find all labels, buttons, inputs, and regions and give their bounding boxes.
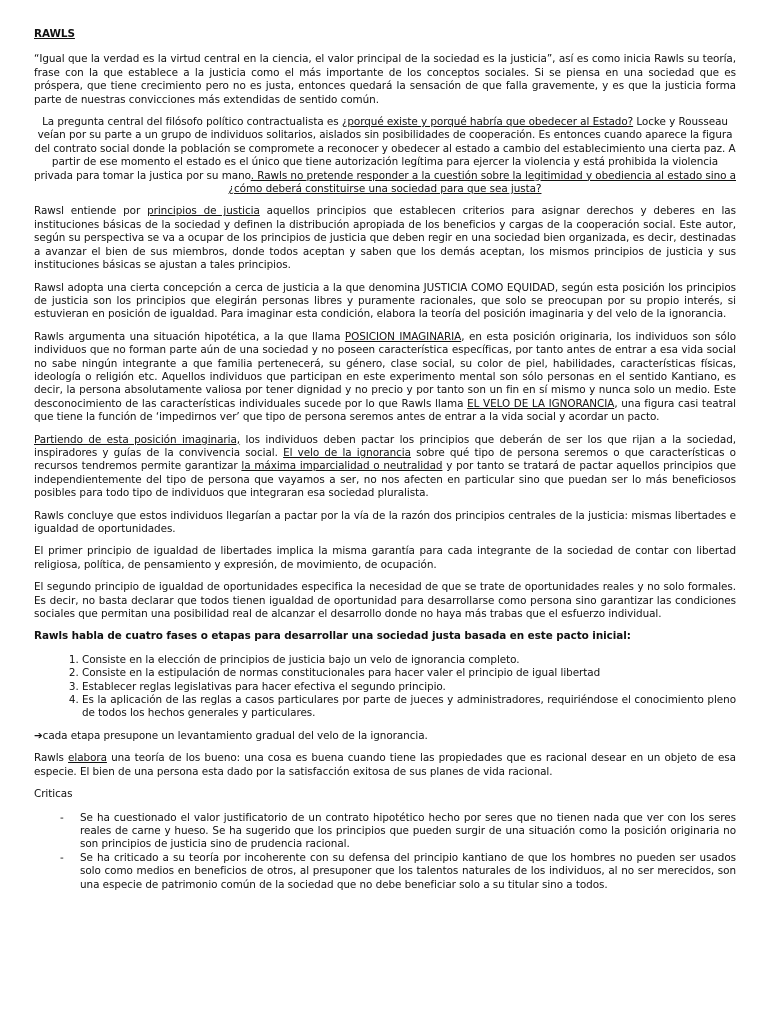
document-title: RAWLS [34, 28, 75, 40]
conclusion-paragraph: Rawls concluye que estos individuos llegarían a pactar por la vía de la razón dos principios centrales de la justicia: mismas libertades e igualdad de oportunidades. [34, 509, 736, 535]
veil-paragraph [34, 434, 736, 501]
underlined-term: EL VELO DE LA IGNORANCIA [467, 397, 615, 410]
phases-intro: Rawls habla de cuatro fases o etapas para desarrollar una sociedad justa basada en este pacto inicial: [34, 630, 631, 643]
list-item: - Se ha cuestionado el valor justificatorio de un contrato hipotético hecho por seres que no tienen nada que ver con los seres reales de carne y hueso. Se ha sugerido que los principios que pueden surgir de una situación como la posición originaria no son principios de justicia sino de prudencia racional. [80, 812, 736, 852]
text-run: Rawsl entiende por [34, 205, 148, 218]
underlined-term: principios de justicia [147, 205, 260, 218]
underlined-rawls-question: . Rawls no pretende responder a la cuestión sobre la legitimidad y obediencia al estado sino a ¿cómo deberá constituirse una sociedad para que sea justa? [228, 169, 736, 196]
criticas-list [34, 812, 736, 892]
underlined-term: la máxima imparcialidad o neutralidad [241, 460, 443, 473]
phases-list [34, 654, 736, 721]
central-question-paragraph [34, 116, 736, 196]
text-run: los individuos deben pactar los principios que deberán de ser los que rijan a la sociedad, inspiradores y guías de la convivencia social. [34, 433, 736, 459]
text-run: Locke y Rousseau veían por su parte a un grupo de individuos solitarios, aislados sin posibilidades de cooperación. Es entonces cuando aparece la figura del contrato social donde la población se compromete a reconocer y obedecer al estado a cambio del establecimiento una cierta paz. A partir de ese momento el estado es el único que tiene autorización legítima para ejercer la violencia y está prohibida la violencia privada para tomar la justica por su mano [34, 116, 736, 182]
text-run: Rawls [34, 752, 69, 765]
criticas-heading: Criticas [34, 788, 73, 801]
list-item: 2. Consiste en la estipulación de normas constitucionales para hacer valer el principio de igual libertad [82, 667, 736, 680]
equity-paragraph: Rawsl adopta una cierta concepción a cerca de justicia a la que denomina JUSTICIA COMO EQUIDAD, según esta posición los principios de justicia son los principios que elegirán personas libres y puramente racionales, que solo se preocupan por su propio interés, si estuvieran en posición de igualdad. Para imaginar esta condición, elabora la teoría del posición imaginaria y del velo de la ignorancia. [34, 281, 736, 321]
good-theory-paragraph [34, 752, 736, 779]
underlined-term: Partiendo de esta posición imaginaria, [34, 433, 241, 446]
principles-paragraph [34, 205, 736, 272]
list-item: 4. Es la aplicación de las reglas a casos particulares por parte de jueces y administradores, requiriéndose el conocimiento pleno de todos los hechos generales y particulares. [82, 694, 736, 721]
second-principle-paragraph: El segundo principio de igualdad de oportunidades especifica la necesidad de que se trate de oportunidades reales y no solo formales. Es decir, no basta declarar que todos tienen igualdad de oportunidad para desarrollarse como persona sino garantizar las condiciones sociales que permitan una posibilidad real de alcanzar el desarrollo donde no haya más trabas que el esfuerzo individual. [34, 581, 736, 621]
underlined-question: ¿porqué existe y porqué habría que obedecer al Estado? [341, 116, 634, 129]
underlined-term: El velo de la ignorancia [283, 446, 411, 459]
text-run: aquellos principios que establecen criterios para asignar derechos y deberes en las instituciones básicas de la sociedad y definen la distribución apropiada de los beneficios y cargas de la cooperación social. Este autor, según su perspectiva se va a ocupar de los principios de justicia que deben regir en una sociedad bien organizada, es decir, destinadas a avanzar el bien de sus miembros, donde todos aceptan y saben que los demás aceptan, los mismos principios de justicia y sus instituciones básicas se ajustan a tales principios. [34, 205, 736, 272]
intro-paragraph: “Igual que la verdad es la virtud central en la ciencia, el valor principal de la sociedad es la justicia”, así es como inicia Rawls su teoría, frase con la que establece a la justicia como el más importante de los conceptos sociales. Si se piensa en una sociedad que es próspera, que tiene crecimiento pero no es justa, entonces quedará la sensación de que falla gravemente, y es que la justicia forma parte de nuestras convicciones más extendidas de sentido común. [34, 53, 736, 106]
first-principle-paragraph: El primer principio de igualdad de libertades implica la misma garantía para cada integrante de la sociedad de contar con libertad religiosa, política, de pensamiento y expresión, de movimiento, de ocupación. [34, 545, 736, 571]
list-item: - Se ha criticado a su teoría por incoherente con su defensa del principio kantiano de que los hombres no pueden ser usados solo como medios en beneficios de otros, al presuponer que los talentos naturales de los individuos, al no ser merecidos, son una especie de patrimonio común de la sociedad que no debe beneficiar solo a su titular sino a todos. [80, 852, 736, 892]
imaginary-position-paragraph [34, 331, 736, 425]
text-run: cada etapa presupone un levantamiento gradual del velo de la ignorancia. [42, 729, 428, 742]
veil-lifting-paragraph [34, 730, 736, 743]
text-run: una teoría de los bueno: una cosa es buena cuando tiene las propiedades que es racional desear en un objeto de esa especie. El bien de una persona esta dado por la satisfacción exitosa de sus planes de vida racional. [34, 752, 736, 778]
text-run: y por tanto se tratará de pactar aquellos principios que independientemente del tipo de persona que vayamos a ser, no nos afecten en particular sino que puedan ser lo más beneficiosos posibles para todo tipo de individuos que integraran esa sociedad pluralista. [34, 460, 736, 500]
text-run: La pregunta central del filósofo político contractualista es [42, 116, 342, 129]
text-run: , una figura casi teatral que tiene la función de ‘impedirnos ver’ que tipo de persona seremos antes de entrar a la vida social y acordar un pacto. [34, 397, 736, 424]
text-run: Rawls argumenta una situación hipotética, a la que llama [34, 330, 345, 343]
list-item: 1. Consiste en la elección de principios de justicia bajo un velo de ignorancia completo. [82, 654, 736, 667]
underlined-term: elabora [68, 752, 107, 765]
list-item: 3. Establecer reglas legislativas para hacer efectiva el segundo principio. [82, 681, 736, 694]
text-run: sobre qué tipo de persona seremos o que características o recursos tendremos permite garantizar [34, 446, 736, 473]
underlined-term: POSICION IMAGINARIA [344, 330, 462, 343]
arrow-icon: ➔ [34, 729, 43, 742]
text-run: , en esta posición originaria, los individuos son sólo individuos que no forman parte aún de una sociedad y no poseen característica específicas, por tanto antes de entrar a esa vida social no sabe ningún integrante a que familia pertenecerá, su género, clase social, su color de piel, habilidades, características físicas, ideología o religión etc. Aquellos individuos que participan en este experimento mental son sólo personas en el sentido Kantiano, es decir, la persona absolutamente valiosa por tener dignidad y no precio y por tanto son un fin en sí mismo y nunca solo un medio. Este desconocimiento de las características individuales sucede por lo que Rawls llama [34, 330, 736, 410]
